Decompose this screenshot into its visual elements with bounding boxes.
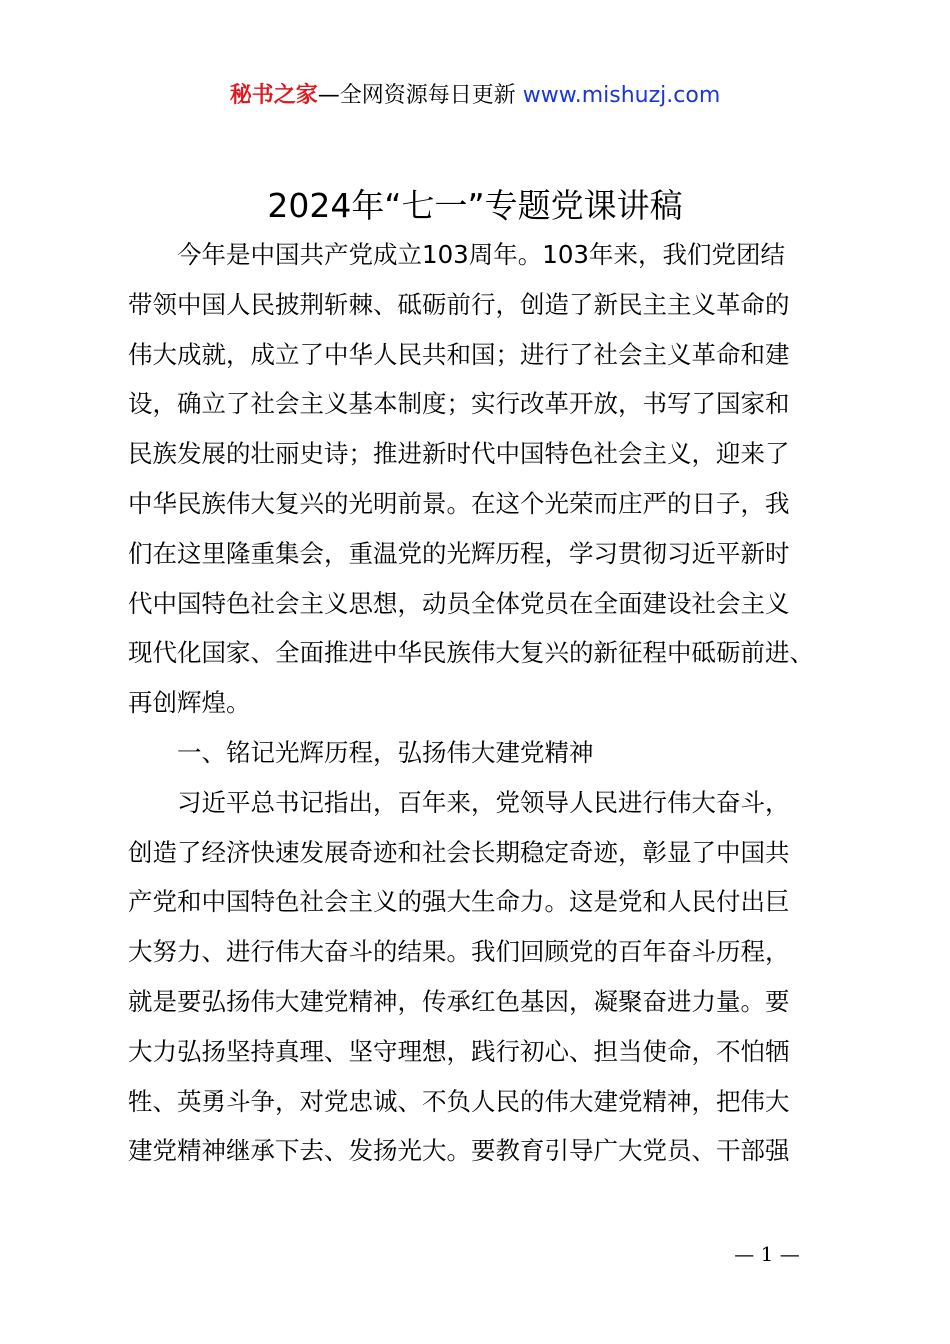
body-line: 现代化国家、全面推进中华民族伟大复兴的新征程中砥砺前进、: [128, 638, 814, 668]
body-line: 创造了经济快速发展奇迹和社会长期稳定奇迹，彰显了中国共: [128, 837, 790, 867]
page-number: — 1 —: [734, 1242, 800, 1266]
body-line: 伟大成就，成立了中华人民共和国；进行了社会主义革命和建: [128, 339, 790, 369]
body-line: 大力弘扬坚持真理、坚守理想，践行初心、担当使命，不怕牺: [128, 1036, 790, 1066]
document-body: [128, 230, 834, 1176]
section-heading: 一、铭记光辉历程，弘扬伟大建党精神: [177, 737, 594, 767]
body-line: 建党精神继承下去、发扬光大。要教育引导广大党员、干部强: [128, 1136, 790, 1166]
body-line: 就是要弘扬伟大建党精神，传承红色基因，凝聚奋进力量。要: [128, 986, 790, 1016]
banner-url-link[interactable]: www.mishuzj.com: [522, 83, 721, 108]
document-title: 2024年“七一”专题党课讲稿: [267, 186, 683, 225]
body-line: 代中国特色社会主义思想，动员全体党员在全面建设社会主义: [128, 588, 790, 618]
body-line: 大努力、进行伟大奋斗的结果。我们回顾党的百年奋斗历程，: [128, 937, 790, 967]
body-line: 设，确立了社会主义基本制度；实行改革开放，书写了国家和: [128, 389, 790, 419]
body-line: 带领中国人民披荆斩棘、砥砺前行，创造了新民主主义革命的: [128, 289, 790, 319]
site-banner: [0, 78, 950, 114]
banner-slogan: —全网资源每日更新: [317, 83, 523, 108]
body-line: 民族发展的壮丽史诗；推进新时代中国特色社会主义，迎来了: [128, 439, 790, 469]
body-line: 产党和中国特色社会主义的强大生命力。这是党和人民付出巨: [128, 887, 790, 917]
body-line: 习近平总书记指出，百年来，党领导人民进行伟大奋斗，: [177, 787, 790, 817]
body-line: 中华民族伟大复兴的光明前景。在这个光荣而庄严的日子，我: [128, 488, 790, 518]
body-line: 们在这里隆重集会，重温党的光辉历程，学习贯彻习近平新时: [128, 538, 790, 568]
body-line: 再创辉煌。: [128, 688, 251, 718]
body-line: 牲、英勇斗争，对党忠诚、不负人民的伟大建党精神，把伟大: [128, 1086, 790, 1116]
banner-brand: 秘书之家: [229, 83, 318, 108]
body-line: 今年是中国共产党成立103周年。103年来，我们党团结: [177, 240, 786, 269]
